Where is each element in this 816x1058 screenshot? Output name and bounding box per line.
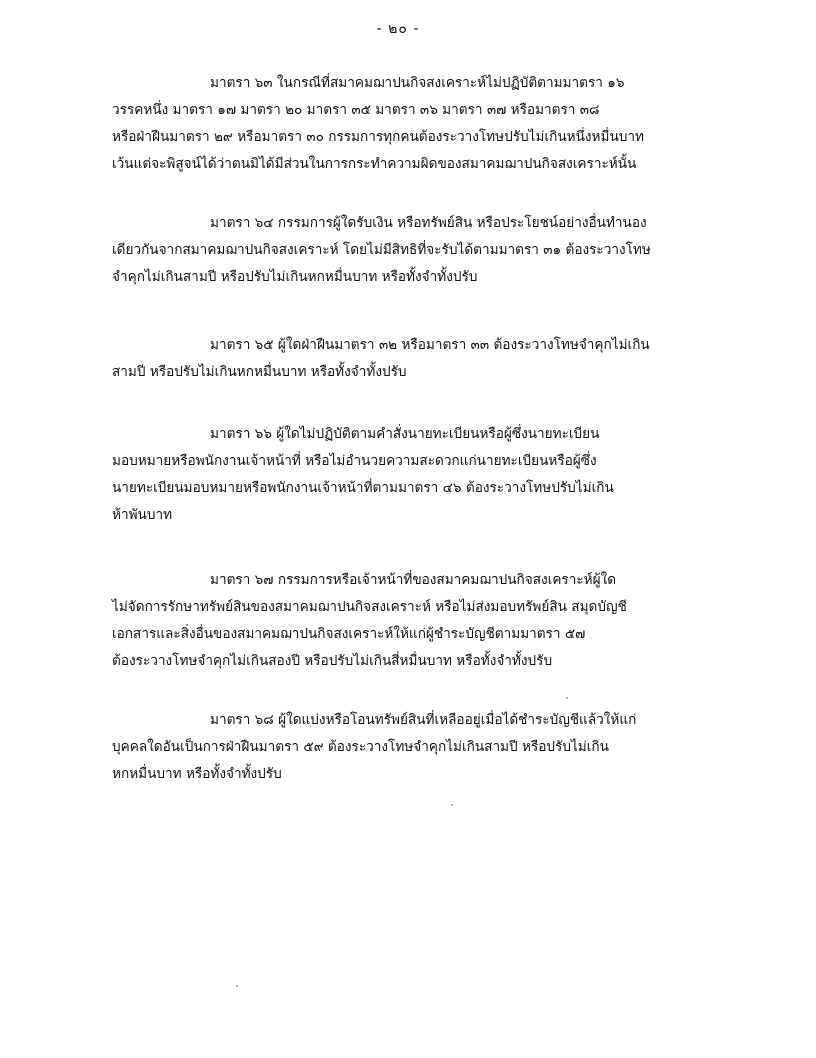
- section-68-line-2: บุคคลใดอันเป็นการฝ่าฝืนมาตรา ๕๙ ต้องระวางโทษจำคุกไม่เกินสามปี หรือปรับไม่เกิน: [112, 739, 609, 755]
- section-63-line-2: วรรคหนึ่ง มาตรา ๑๗ มาตรา ๒๐ มาตรา ๓๕ มาตรา ๓๖ มาตรา ๓๗ หรือมาตรา ๓๘: [112, 102, 600, 118]
- section-64-line-1: มาตรา ๖๔ กรรมการผู้ใดรับเงิน หรือทรัพย์สิน หรือประโยชน์อย่างอื่นทำนอง: [210, 215, 647, 231]
- section-64-line-2: เดียวกันจากสมาคมฌาปนกิจสงเคราะห์ โดยไม่มีสิทธิที่จะรับได้ตามมาตรา ๓๑ ต้องระวางโทษ: [112, 242, 651, 258]
- scan-speck: [566, 697, 568, 699]
- section-67-line-1: มาตรา ๖๗ กรรมการหรือเจ้าหน้าที่ของสมาคมฌาปนกิจสงเคราะห์ผู้ใด: [210, 572, 617, 588]
- section-68-line-3: หกหมื่นบาท หรือทั้งจำทั้งปรับ: [112, 766, 282, 782]
- section-67-line-3: เอกสารและสิ่งอื่นของสมาคมฌาปนกิจสงเคราะห์ให้แก่ผู้ชำระบัญชีตามมาตรา ๕๗: [112, 626, 586, 642]
- section-66-line-1: มาตรา ๖๖ ผู้ใดไม่ปฏิบัติตามคำสั่งนายทะเบียนหรือผู้ซึ่งนายทะเบียน: [210, 426, 600, 442]
- section-66-line-3: นายทะเบียนมอบหมายหรือพนักงานเจ้าหน้าที่ตามมาตรา ๔๖ ต้องระวางโทษปรับไม่เกิน: [112, 480, 614, 496]
- section-68-line-1: มาตรา ๖๘ ผู้ใดแบ่งหรือโอนทรัพย์สินที่เหลืออยู่เมื่อได้ชำระบัญชีแล้วให้แก่: [210, 712, 637, 728]
- section-67: [112, 567, 712, 675]
- section-63-line-1: มาตรา ๖๓ ในกรณีที่สมาคมฌาปนกิจสงเคราะห์ไม่ปฏิบัติตามมาตรา ๑๖: [210, 75, 625, 91]
- section-63-line-3: หรือฝ่าฝืนมาตรา ๒๙ หรือมาตรา ๓๐ กรรมการทุกคนต้องระวางโทษปรับไม่เกินหนึ่งหมื่นบาท: [112, 129, 644, 145]
- section-65: [112, 332, 712, 386]
- section-66-line-2: มอบหมายหรือพนักงานเจ้าหน้าที่ หรือไม่อำนวยความสะดวกแก่นายทะเบียนหรือผู้ซึ่ง: [112, 453, 597, 469]
- section-64-line-3: จำคุกไม่เกินสามปี หรือปรับไม่เกินหกหมื่นบาท หรือทั้งจำทั้งปรับ: [112, 269, 478, 285]
- section-66-line-4: ห้าพันบาท: [112, 507, 173, 523]
- section-64: [112, 210, 712, 291]
- section-68: [112, 707, 712, 788]
- page-number: - ๒๐ -: [376, 21, 420, 37]
- section-67-line-2: ไม่จัดการรักษาทรัพย์สินของสมาคมฌาปนกิจสงเคราะห์ หรือไม่ส่งมอบทรัพย์สิน สมุดบัญชี: [112, 599, 627, 615]
- section-65-line-2: สามปี หรือปรับไม่เกินหกหมื่นบาท หรือทั้งจำทั้งปรับ: [112, 364, 407, 380]
- section-67-line-4: ต้องระวางโทษจำคุกไม่เกินสองปี หรือปรับไม่เกินสี่หมื่นบาท หรือทั้งจำทั้งปรับ: [112, 653, 553, 669]
- scan-speck: [451, 804, 453, 806]
- section-66: [112, 421, 712, 529]
- section-65-line-1: มาตรา ๖๕ ผู้ใดฝ่าฝืนมาตรา ๓๒ หรือมาตรา ๓๓ ต้องระวางโทษจำคุกไม่เกิน: [210, 337, 650, 353]
- section-63: [112, 70, 712, 178]
- section-63-line-4: เว้นแต่จะพิสูจน์ได้ว่าตนมิได้มีส่วนในการกระทำความผิดของสมาคมฌาปนกิจสงเคราะห์นั้น: [112, 156, 637, 172]
- scan-speck: [236, 985, 238, 987]
